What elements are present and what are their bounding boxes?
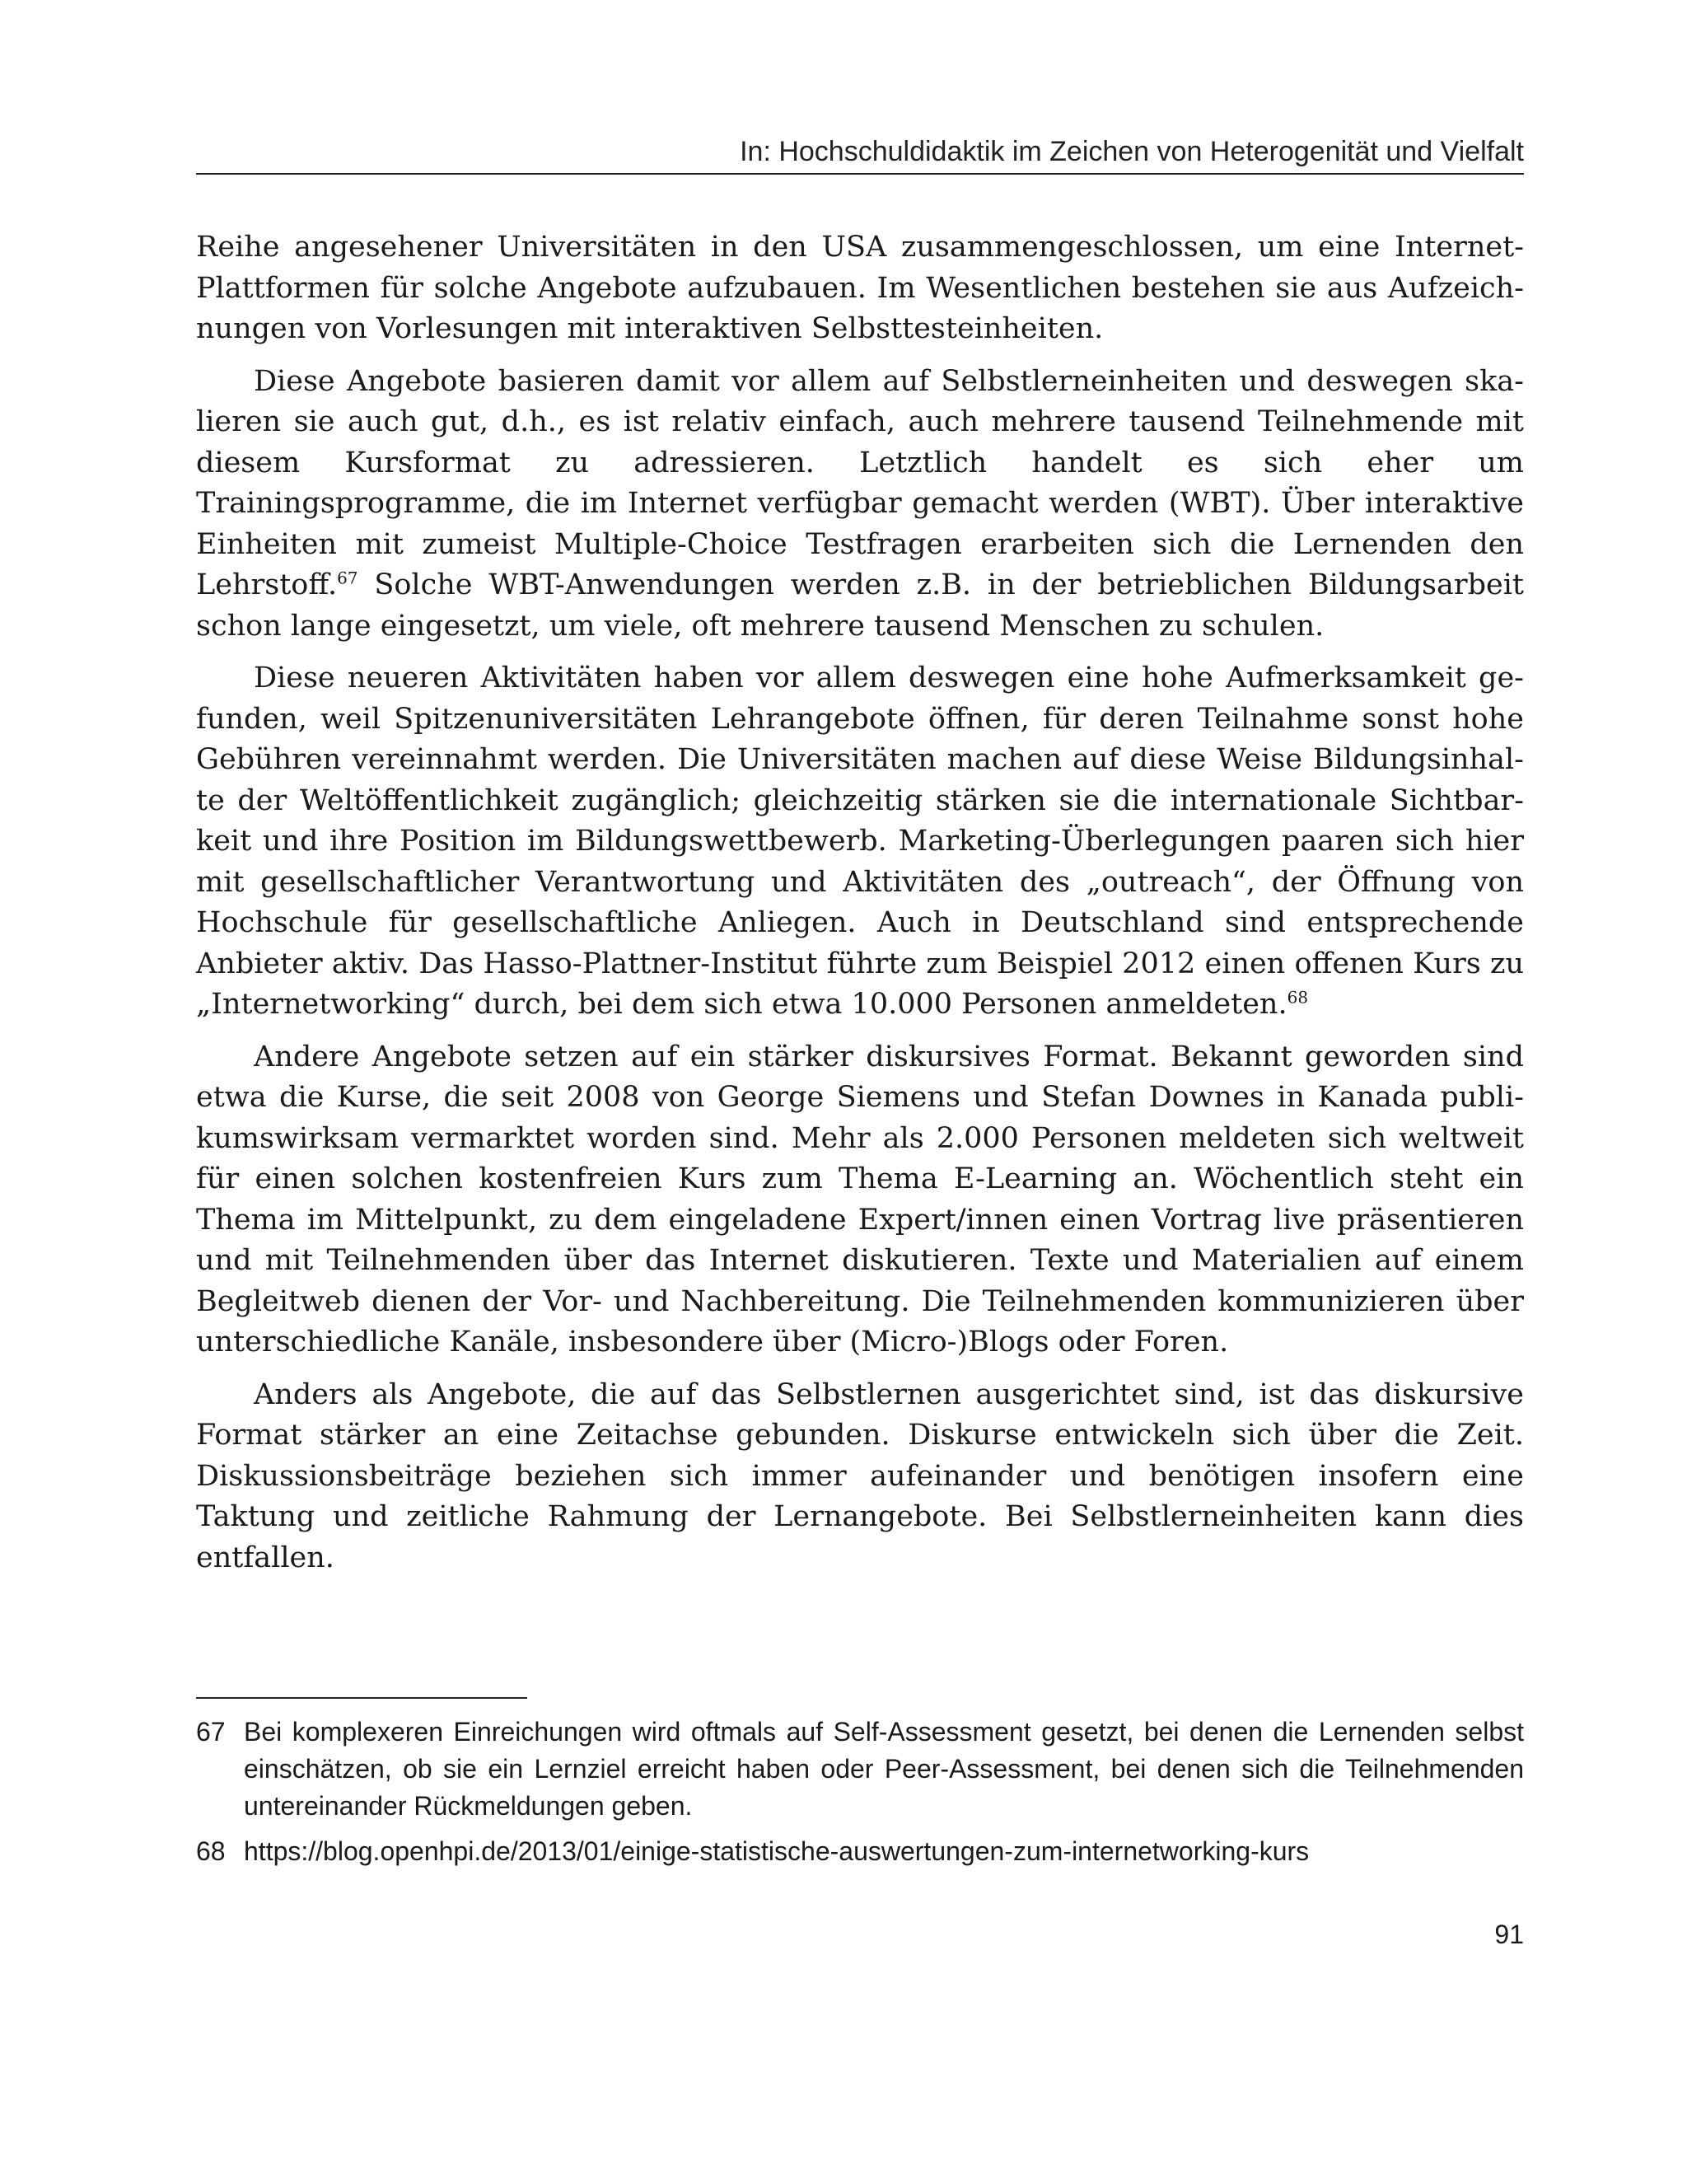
paragraph-1	[196, 227, 1524, 350]
main-text	[196, 227, 1524, 1590]
paragraph-3-text-a: Diese neueren Aktivitäten haben vor allem deswegen eine hohe Aufmerksamkeit gefunden, weil Spitzenuniversitäten Lehrangebote öffnen, für deren Teilnahme sonst hohe Gebühren vereinnahmt werden. Die Universitäten machen auf diese Weise Bildungsinhalte der Weltöffentlichkeit zugänglich; gleichzeitig stärken sie die internationale Sichtbarkeit und ihre Position im Bildungswettbewerb. Marketing-Überlegungen paaren sich hier mit gesellschaftlicher Verantwortung und Aktivitäten des „outreach“, der Öffnung von Hochschule für gesellschaftliche Anliegen. Auch in Deutschland sind entsprechende Anbieter aktiv. Das Hasso-Plattner-Institut führte zum Beispiel 2012 einen offenen Kurs zu „Internetworking“ durch, bei dem sich etwa 10.000 Personen anmeldeten.	[196, 662, 1524, 1021]
footnote-ref-67[interactable]: 67	[337, 568, 358, 588]
footnotes	[196, 1714, 1524, 1878]
footnote-number: 68	[196, 1836, 226, 1866]
header-rule	[196, 173, 1524, 175]
paragraph-4-text: Andere Angebote setzen auf ein stärker diskursives Format. Bekannt geworden sind etwa die Kurse, die seit 2008 von George Siemens und Stefan Downes in Kanada publikumswirksam vermarktet worden sind. Mehr als 2.000 Personen meldeten sich weltweit für einen solchen kostenfreien Kurs zum Thema E-Learning an. Wöchentlich steht ein Thema im Mittelpunkt, zu dem eingeladene Expert/innen einen Vortrag live präsentieren und mit Teilnehmenden über das Internet diskutieren. Texte und Materialien auf einem Begleitweb dienen der Vor- und Nachbereitung. Die Teilnehmenden kommunizieren über unterschiedliche Kanäle, insbesondere über (Micro-)Blogs oder Foren.	[196, 1040, 1524, 1359]
footnote-68	[196, 1833, 1524, 1870]
footnote-ref-68[interactable]: 68	[1287, 987, 1309, 1008]
footnote-text: Bei komplexeren Einreichungen wird oftmals auf Self-Assessment gesetzt, bei denen die Lernenden selbst einschätzen, ob sie ein Lernziel erreicht haben oder Peer-Assessment, bei denen sich die Teilnehmenden untereinander Rückmeldungen geben.	[244, 1717, 1524, 1821]
paragraph-4	[196, 1037, 1524, 1363]
paragraph-2-text-b: Solche WBT-Anwendungen werden z.B. in der betrieblichen Bildungsarbeit schon lange eingesetzt, um viele, oft mehrere tausend Menschen zu schulen.	[196, 568, 1524, 643]
paragraph-5	[196, 1375, 1524, 1579]
paragraph-5-text: Anders als Angebote, die auf das Selbstlernen ausgerichtet sind, ist das diskursive Format stärker an eine Zeitachse gebunden. Diskurse entwickeln sich über die Zeit. Diskussionsbeiträge beziehen sich immer aufeinander und benötigen insofern eine Taktung und zeitliche Rahmung der Lernangebote. Bei Selbstlerneinheiten kann dies entfallen.	[196, 1377, 1524, 1574]
footnote-rule	[196, 1697, 527, 1699]
paragraph-2-text-a: Diese Angebote basieren damit vor allem auf Selbstlerneinheiten und deswegen skalieren sie auch gut, d.h., es ist relativ einfach, auch mehrere tausend Teilnehmende mit diesem Kursformat zu adressieren. Letztlich handelt es sich eher um Trainingsprogramme, die im Internet verfügbar gemacht werden (WBT). Über interaktive Einheiten mit zumeist Multiple-Choice Testfragen erarbeiten sich die Lernenden den Lehrstoff.	[196, 364, 1524, 601]
paragraph-3	[196, 658, 1524, 1026]
page-number: 91	[1494, 1920, 1524, 1949]
footnote-link[interactable]: https://blog.openhpi.de/2013/01/einige-statistische-auswertungen-zum-internetworking-kurs	[244, 1836, 1310, 1866]
footnote-67	[196, 1714, 1524, 1825]
paragraph-2	[196, 362, 1524, 648]
paragraph-1-text: Reihe angesehener Universitäten in den USA zusammengeschlossen, um eine Internet-Plattformen für solche Angebote aufzubauen. Im Wesentlichen bestehen sie aus Aufzeichnungen von Vorlesungen mit interaktiven Selbsttesteinheiten.	[196, 231, 1524, 345]
footnote-number: 67	[196, 1717, 226, 1747]
running-header: In: Hochschuldidaktik im Zeichen von Heterogenität und Vielfalt	[740, 136, 1524, 167]
